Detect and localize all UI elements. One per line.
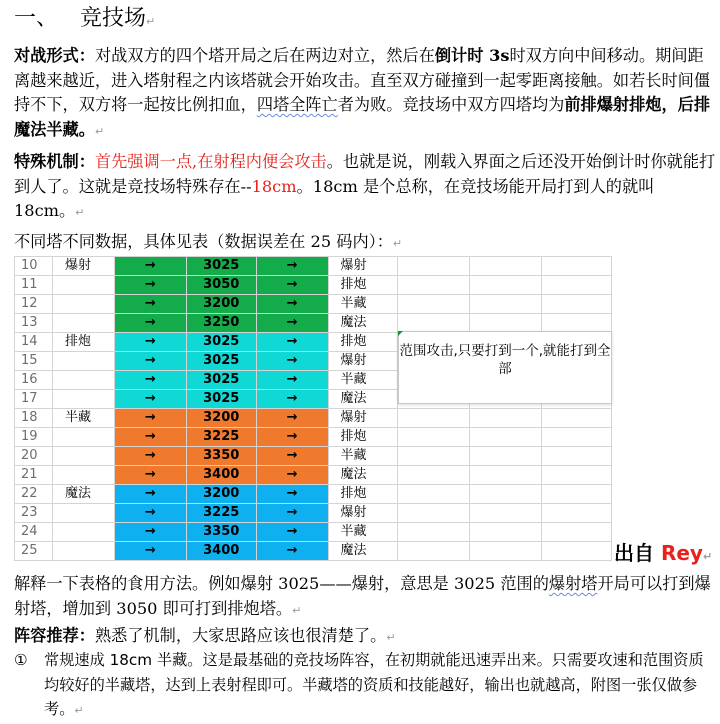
empty-cell — [470, 428, 542, 447]
tower-name — [52, 371, 114, 390]
empty-cell — [470, 409, 542, 428]
empty-cell — [542, 466, 612, 485]
battle-format-text-2: 时双方向中间移动。期间距离越来越近，进入塔射程之内该塔就会开始攻击。直至双方碰撞到一起零距离接触。如若长时间僵持不下，双方将一起按比例扣血， — [14, 46, 711, 115]
countdown-text: 倒计时 3s — [434, 46, 510, 65]
wavy-underlined-text: 四塔全阵亡 — [256, 95, 338, 115]
tower-name — [52, 466, 114, 485]
empty-cell — [470, 485, 542, 504]
row-number: 22 — [15, 485, 53, 504]
empty-cell — [470, 504, 542, 523]
empty-cell — [470, 295, 542, 314]
arrow-icon: → — [114, 485, 186, 504]
range-value: 3350 — [186, 523, 256, 542]
battle-format-text-1: 对战双方的四个塔开局之后在两边对立，然后在 — [94, 46, 435, 65]
table-row — [15, 523, 612, 542]
arrow-icon: → — [114, 352, 186, 371]
range-value: 3025 — [186, 257, 256, 276]
range-value: 3025 — [186, 390, 256, 409]
table-row — [15, 314, 612, 333]
arrow-icon: → — [256, 314, 328, 333]
paragraph-lineup — [14, 624, 716, 651]
comment-indicator-icon — [398, 331, 403, 336]
arrow-icon: → — [256, 352, 328, 371]
target-tower: 爆射 — [328, 352, 398, 371]
target-tower: 排炮 — [328, 276, 398, 295]
battle-format-label: 对战形式： — [14, 46, 95, 65]
arrow-icon: → — [114, 390, 186, 409]
list-index: ① — [14, 651, 28, 669]
row-number: 14 — [15, 333, 53, 352]
row-number: 11 — [15, 276, 53, 295]
target-tower: 排炮 — [328, 485, 398, 504]
comment-note-text: 范围攻击,只要打到一个,就能打到全部 — [399, 343, 611, 377]
arrow-icon: → — [114, 295, 186, 314]
arrow-icon: → — [256, 542, 328, 561]
range-value: 3025 — [186, 333, 256, 352]
paragraph-mark: ↵ — [75, 206, 85, 220]
arrow-icon: → — [114, 314, 186, 333]
comment-note — [398, 331, 612, 404]
row-number: 16 — [15, 371, 53, 390]
arrow-icon: → — [256, 523, 328, 542]
spreadsheet-image — [14, 256, 612, 558]
range-value: 3225 — [186, 428, 256, 447]
table-row — [15, 276, 612, 295]
empty-cell — [470, 542, 542, 561]
tower-name: 爆射 — [52, 257, 114, 276]
empty-cell — [542, 276, 612, 295]
empty-cell — [398, 428, 470, 447]
paragraph-mark: ↵ — [292, 603, 302, 617]
arrow-icon: → — [256, 504, 328, 523]
target-tower: 排炮 — [328, 428, 398, 447]
battle-format-text-3: 者为败。竞技场中双方四塔均为 — [337, 95, 565, 115]
table-row — [15, 504, 612, 523]
row-number: 19 — [15, 428, 53, 447]
empty-cell — [398, 447, 470, 466]
arrow-icon: → — [114, 523, 186, 542]
empty-cell — [542, 542, 612, 561]
paragraph-special-mechanic — [14, 150, 716, 226]
arrow-icon: → — [114, 333, 186, 352]
empty-cell — [470, 447, 542, 466]
row-number: 21 — [15, 466, 53, 485]
paragraph-mark: ↵ — [146, 15, 156, 28]
emphasis-red-text: 首先强调一点,在射程内便会攻击 — [94, 152, 327, 171]
row-number: 17 — [15, 390, 53, 409]
arrow-icon: → — [256, 295, 328, 314]
empty-cell — [398, 295, 470, 314]
empty-cell — [542, 428, 612, 447]
empty-cell — [398, 276, 470, 295]
paragraph-mark: ↵ — [392, 237, 403, 250]
arrow-icon: → — [256, 485, 328, 504]
arrow-icon: → — [256, 428, 328, 447]
empty-cell — [398, 409, 470, 428]
range-value: 3025 — [186, 371, 256, 390]
empty-cell — [542, 485, 612, 504]
row-number: 15 — [15, 352, 53, 371]
table-row — [15, 409, 612, 428]
empty-cell — [542, 523, 612, 542]
empty-cell — [398, 257, 470, 276]
target-tower: 魔法 — [328, 314, 398, 333]
target-tower: 半藏 — [328, 447, 398, 466]
tower-name — [52, 295, 114, 314]
range-value: 3400 — [186, 542, 256, 561]
empty-cell — [542, 447, 612, 466]
tower-name — [52, 504, 114, 523]
range-value: 3200 — [186, 485, 256, 504]
target-tower: 魔法 — [328, 390, 398, 409]
table-row — [15, 466, 612, 485]
empty-cell — [398, 485, 470, 504]
row-number: 20 — [15, 447, 53, 466]
target-tower: 爆射 — [328, 409, 398, 428]
row-number: 25 — [15, 542, 53, 561]
empty-cell — [398, 504, 470, 523]
paragraph-mark: ↵ — [386, 631, 396, 644]
list-item — [14, 648, 716, 724]
arrow-icon: → — [114, 409, 186, 428]
row-number: 10 — [15, 257, 53, 276]
target-tower: 排炮 — [328, 333, 398, 352]
empty-cell — [470, 276, 542, 295]
empty-cell — [542, 257, 612, 276]
tower-name — [52, 428, 114, 447]
special-mechanic-text-1: 。也就是说，刚载入界面之后还没开始倒计时你就能打到人了。这就是竞技场特殊存在-- — [14, 152, 716, 196]
paragraph-table-intro — [14, 230, 716, 257]
range-value: 3200 — [186, 295, 256, 314]
table-row — [15, 428, 612, 447]
table-row — [15, 295, 612, 314]
empty-cell — [398, 466, 470, 485]
arrow-icon: → — [114, 542, 186, 561]
tower-name — [52, 390, 114, 409]
empty-cell — [398, 542, 470, 561]
target-tower: 半藏 — [328, 371, 398, 390]
tower-name: 排炮 — [52, 333, 114, 352]
paragraph-mark: ↵ — [94, 124, 105, 138]
paragraph-mark: ↵ — [702, 550, 713, 563]
special-mechanic-text-2: 。18cm 是个总称，在竞技场能开局打到人的就叫 18cm。 — [14, 176, 655, 221]
explanation-text-2: 开局可以打到爆射塔，增加到 3050 即可打到排炮塔。 — [14, 574, 711, 618]
table-row — [15, 447, 612, 466]
empty-cell — [470, 523, 542, 542]
heading-number: 一、 — [14, 6, 59, 31]
signature-prefix: 出自 — [614, 541, 661, 565]
lineup-intro-text: 熟悉了机制，大家思路应该也很清楚了。 — [94, 626, 387, 645]
tower-name — [52, 352, 114, 371]
arrow-icon: → — [114, 504, 186, 523]
arrow-icon: → — [114, 276, 186, 295]
arrow-icon: → — [256, 409, 328, 428]
arrow-icon: → — [114, 371, 186, 390]
range-value: 3225 — [186, 504, 256, 523]
target-tower: 魔法 — [328, 542, 398, 561]
table-row — [15, 542, 612, 561]
arrow-icon: → — [256, 333, 328, 352]
range-value: 3050 — [186, 276, 256, 295]
row-number: 24 — [15, 523, 53, 542]
lineup-label: 阵容推荐： — [14, 626, 95, 645]
arrow-icon: → — [114, 447, 186, 466]
arrow-icon: → — [256, 257, 328, 276]
range-value: 3025 — [186, 352, 256, 371]
range-value: 3400 — [186, 466, 256, 485]
paragraph-mark: ↵ — [74, 704, 84, 717]
table-row — [15, 485, 612, 504]
empty-cell — [542, 314, 612, 333]
empty-cell — [542, 295, 612, 314]
author-signature — [614, 537, 712, 566]
target-tower: 爆射 — [328, 257, 398, 276]
empty-cell — [398, 314, 470, 333]
arrow-icon: → — [256, 447, 328, 466]
range-value: 3200 — [186, 409, 256, 428]
row-number: 13 — [15, 314, 53, 333]
arrow-icon: → — [256, 466, 328, 485]
section-heading — [14, 4, 155, 37]
heading-title: 竞技场 — [80, 6, 147, 31]
target-tower: 半藏 — [328, 523, 398, 542]
target-tower: 爆射 — [328, 504, 398, 523]
special-mechanic-label: 特殊机制： — [14, 152, 95, 171]
range-value: 3250 — [186, 314, 256, 333]
range-value: 3350 — [186, 447, 256, 466]
signature-name: Rey — [660, 541, 703, 565]
tower-name: 半藏 — [52, 409, 114, 428]
range-table — [14, 256, 612, 561]
empty-cell — [470, 314, 542, 333]
list-item-text: 常规速成 18cm 半藏。这是最基础的竞技场阵容，在初期就能迅速弄出来。只需要攻速和范围资质均较好的半藏塔，达到上表射程即可。半藏塔的资质和技能越好，输出也就越高，附图一张仅做参考。 — [44, 651, 704, 718]
arrow-icon: → — [256, 371, 328, 390]
table-row — [15, 257, 612, 276]
tower-name — [52, 523, 114, 542]
empty-cell — [398, 523, 470, 542]
empty-cell — [542, 409, 612, 428]
arrow-icon: → — [256, 390, 328, 409]
lineup-text: 前排爆射排炮，后排魔法半藏。 — [14, 95, 711, 139]
target-tower: 半藏 — [328, 295, 398, 314]
row-number: 18 — [15, 409, 53, 428]
row-number: 23 — [15, 504, 53, 523]
explanation-text-1: 解释一下表格的食用方法。例如爆射 3025——爆射，意思是 3025 范围的 — [14, 574, 549, 593]
tower-name — [52, 447, 114, 466]
tower-name — [52, 542, 114, 561]
row-number: 12 — [15, 295, 53, 314]
range-18cm-red: 18cm — [251, 176, 297, 196]
tower-name: 魔法 — [52, 485, 114, 504]
paragraph-explanation — [14, 572, 716, 623]
table-intro-text: 不同塔不同数据，具体见表（数据误差在 25 码内）： — [14, 232, 393, 251]
empty-cell — [470, 257, 542, 276]
arrow-icon: → — [114, 428, 186, 447]
target-tower: 魔法 — [328, 466, 398, 485]
wavy-underlined-text: 爆射塔 — [548, 574, 598, 593]
arrow-icon: → — [256, 276, 328, 295]
paragraph-battle-format — [14, 44, 716, 144]
tower-name — [52, 276, 114, 295]
arrow-icon: → — [114, 466, 186, 485]
arrow-icon: → — [114, 257, 186, 276]
empty-cell — [470, 466, 542, 485]
tower-name — [52, 314, 114, 333]
empty-cell — [542, 504, 612, 523]
